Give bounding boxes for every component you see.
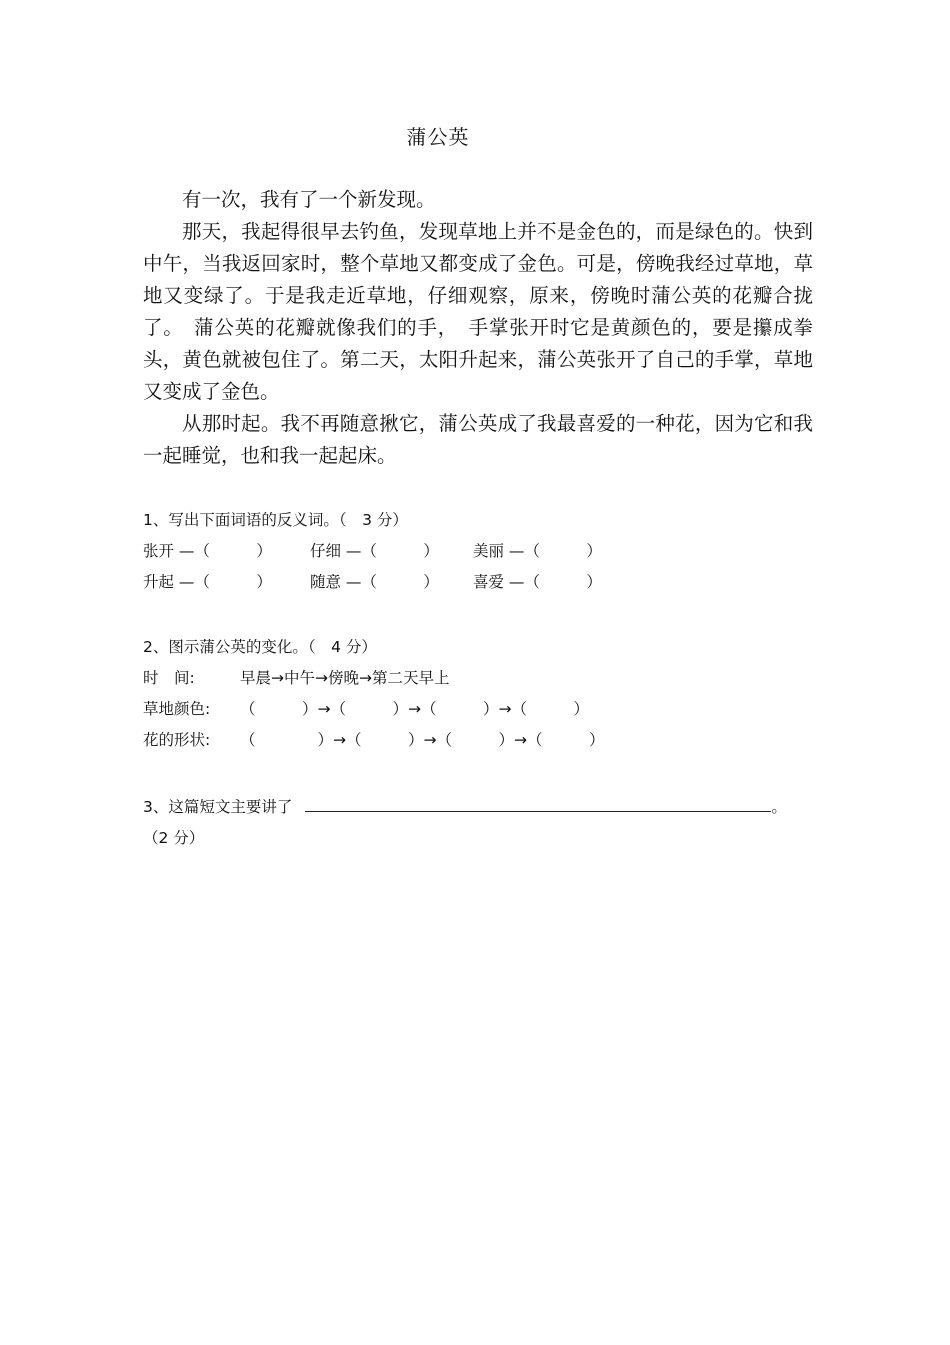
question-3-prompt: 3、这篇短文主要讲了 [143, 798, 293, 816]
grass-color-blanks[interactable]: （ ）→（ ）→（ ）→（ ） [240, 700, 589, 718]
passage-paragraph-2: 那天，我起得很早去钓鱼，发现草地上并不是金色的，而是绿色的。快到中午，当我返回家时，整个草地又都变成了金色。可是，傍晚我经过草地，草地又变绿了。于是我走近草地，仔细观察，原来，傍晚时蒲公英的花瓣合拢了。 蒲公英的花瓣就像我们的手， 手掌张开时它是黄颜色的，要是攥成拳头，黄色就被包住了。第二天，太阳升起来，蒲公英张开了自己的手掌，草地又变成了金色。 [143, 220, 813, 403]
passage-paragraph-1: 有一次，我有了一个新发现。 [182, 188, 436, 211]
question-3-score: （2 分） [143, 829, 205, 847]
passage-paragraph-3: 从那时起。我不再随意揪它，蒲公英成了我最喜爱的一种花，因为它和我一起睡觉，也和我一起起床。 [143, 412, 813, 467]
flower-shape-label: 花的形状: [143, 731, 211, 749]
question-1-title: 1、写出下面词语的反义词。（ 3 分） [143, 511, 408, 529]
time-label: 时 间: [143, 669, 195, 687]
question-2-flower-row [143, 725, 604, 756]
question-3 [143, 792, 787, 854]
passage-body [143, 184, 813, 472]
antonym-blank-zixi[interactable]: 仔细 —（ ） [310, 542, 439, 560]
grass-color-label: 草地颜色: [143, 700, 211, 718]
antonym-blank-xiai[interactable]: 喜爱 —（ ） [473, 573, 602, 591]
answer-line-short[interactable] [305, 795, 343, 812]
answer-line-middle[interactable] [343, 795, 533, 812]
passage-title: 蒲公英 [406, 125, 470, 149]
time-sequence: 早晨→中午→傍晚→第二天早上 [240, 669, 450, 687]
antonym-blank-shengqi[interactable]: 升起 —（ ） [143, 573, 272, 591]
antonym-blank-zhangkai[interactable]: 张开 —（ ） [143, 542, 272, 560]
answer-line-long[interactable] [533, 795, 771, 812]
question-1 [143, 505, 602, 598]
question-1-row-2 [143, 567, 602, 598]
question-3-period: 。 [771, 798, 787, 816]
antonym-blank-meili[interactable]: 美丽 —（ ） [473, 542, 602, 560]
question-2-time-row [143, 663, 604, 694]
question-1-row-1 [143, 536, 602, 567]
question-2-grass-row [143, 694, 604, 725]
flower-shape-blanks[interactable]: （ ）→（ ）→（ ）→（ ） [240, 731, 605, 749]
question-2-title: 2、图示蒲公英的变化。（ 4 分） [143, 638, 377, 656]
question-2 [143, 632, 604, 756]
question-3-line [143, 792, 787, 823]
antonym-blank-suiyi[interactable]: 随意 —（ ） [310, 573, 439, 591]
